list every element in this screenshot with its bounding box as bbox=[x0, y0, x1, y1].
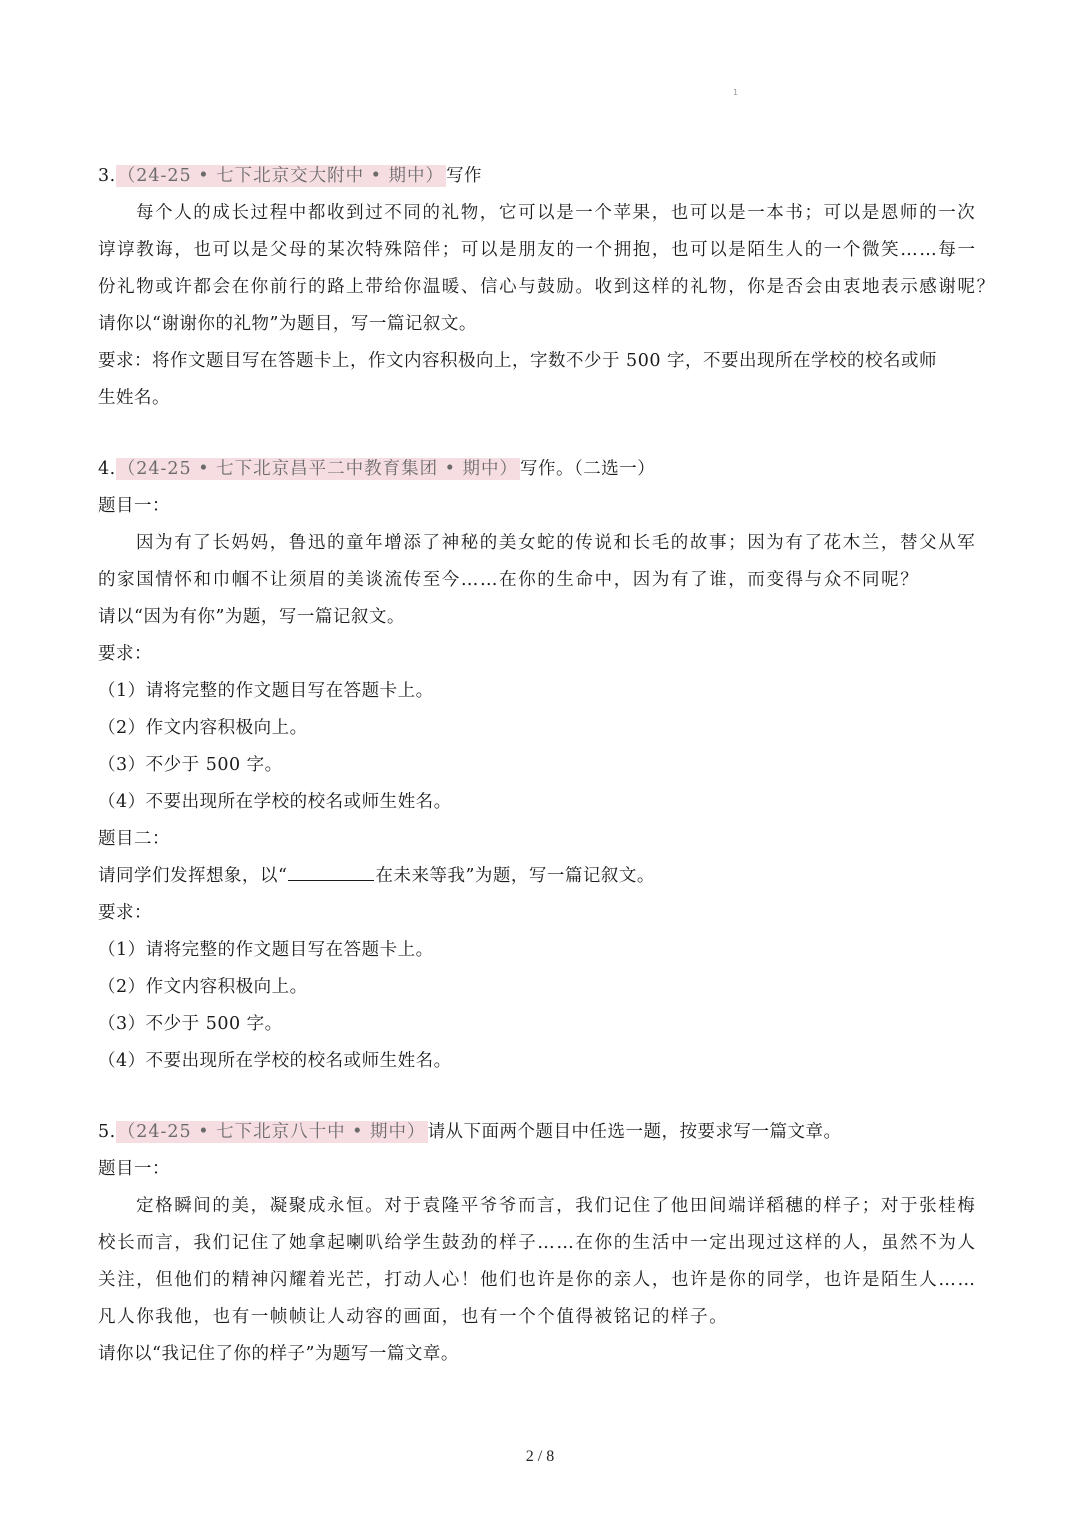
document-content bbox=[98, 158, 996, 1373]
question-title: 请从下面两个题目中任选一题，按要求写一篇文章。 bbox=[427, 1122, 842, 1142]
requirement-item: （2）作文内容积极向上。 bbox=[98, 718, 308, 738]
question-3-heading bbox=[98, 158, 988, 195]
requirement-item: （2）作文内容积极向上。 bbox=[98, 977, 308, 997]
topic-label: 题目一： bbox=[98, 1159, 170, 1179]
paragraph-line: 份礼物或许都会在你前行的路上带给你温暖、信心与鼓励。收到这样的礼物，你是否会由衷地表示感谢呢？ bbox=[98, 277, 996, 297]
instruction-text: 请你以“谢谢你的礼物”为题目，写一篇记叙文。 bbox=[98, 314, 477, 334]
paragraph-line: 的家国情怀和巾帼不让须眉的美谈流传至今……在你的生命中，因为有了谁，而变得与众不同呢？ bbox=[98, 570, 920, 590]
question-5-heading bbox=[98, 1114, 988, 1151]
instruction-prefix: 请同学们发挥想象，以“ bbox=[98, 866, 288, 886]
paragraph-line: 因为有了长妈妈，鲁迅的童年增添了神秘的美女蛇的传说和长毛的故事；因为有了花木兰，替父从军 bbox=[136, 533, 977, 553]
spacer bbox=[98, 417, 988, 451]
requirement-text: 生姓名。 bbox=[98, 388, 170, 408]
spacer bbox=[98, 1080, 988, 1114]
requirement-label: 要求： bbox=[98, 644, 152, 664]
paragraph-line: 校长而言，我们记住了她拿起喇叭给学生鼓劲的样子……在你的生活中一定出现过这样的人，虽然不为人 bbox=[98, 1233, 977, 1253]
instruction-text: 请以“因为有你”为题，写一篇记叙文。 bbox=[98, 607, 405, 627]
instruction-text: 请你以“我记住了你的样子”为题写一篇文章。 bbox=[98, 1344, 459, 1364]
instruction-text bbox=[98, 858, 988, 895]
topic-label: 题目一： bbox=[98, 496, 170, 516]
paragraph-line: 关注，但他们的精神闪耀着光芒，打动人心！他们也许是你的亲人，也许是你的同学，也许是陌生人…… bbox=[98, 1270, 977, 1290]
question-number: 3. bbox=[98, 166, 116, 186]
source-tag: （24-25 • 七下北京八十中 • 期中） bbox=[117, 1122, 426, 1142]
question-title: 写作 bbox=[446, 166, 483, 186]
topic-label: 题目二： bbox=[98, 829, 170, 849]
instruction-suffix: 在未来等我”为题，写一篇记叙文。 bbox=[375, 866, 655, 886]
requirement-item: （4）不要出现所在学校的校名或师生姓名。 bbox=[98, 1051, 452, 1071]
source-tag: （24-25 • 七下北京昌平二中教育集团 • 期中） bbox=[117, 459, 519, 479]
requirement-item: （3）不少于 500 字。 bbox=[98, 1014, 283, 1034]
question-4-heading bbox=[98, 451, 988, 488]
page-corner-mark: 1 bbox=[733, 88, 739, 97]
requirement-item: （1）请将完整的作文题目写在答题卡上。 bbox=[98, 681, 434, 701]
question-number: 5. bbox=[98, 1122, 116, 1142]
paragraph-line: 凡人你我他，也有一帧帧让人动容的画面，也有一个个值得被铭记的样子。 bbox=[98, 1307, 729, 1327]
paragraph-line: 谆谆教诲，也可以是父母的某次特殊陪伴；可以是朋友的一个拥抱，也可以是陌生人的一个微笑……每一 bbox=[98, 240, 977, 260]
question-number: 4. bbox=[98, 459, 116, 479]
requirement-item: （4）不要出现所在学校的校名或师生姓名。 bbox=[98, 792, 452, 812]
requirement-label: 要求： bbox=[98, 903, 152, 923]
requirement-item: （1）请将完整的作文题目写在答题卡上。 bbox=[98, 940, 434, 960]
fill-in-blank bbox=[288, 862, 374, 881]
paragraph-line: 定格瞬间的美，凝聚成永恒。对于袁隆平爷爷而言，我们记住了他田间端详稻穗的样子；对于张桂梅 bbox=[136, 1196, 977, 1216]
requirement-text: 要求：将作文题目写在答题卡上，作文内容积极向上，字数不少于 500 字，不要出现所在学校的校名或师 bbox=[98, 351, 938, 371]
source-tag: （24-25 • 七下北京交大附中 • 期中） bbox=[117, 166, 445, 186]
paragraph-line: 每个人的成长过程中都收到过不同的礼物，它可以是一个苹果，也可以是一本书；可以是恩师的一次 bbox=[136, 203, 977, 223]
requirement-item: （3）不少于 500 字。 bbox=[98, 755, 283, 775]
question-title: 写作。（二选一） bbox=[520, 459, 656, 479]
page-number: 2 / 8 bbox=[525, 1448, 555, 1465]
